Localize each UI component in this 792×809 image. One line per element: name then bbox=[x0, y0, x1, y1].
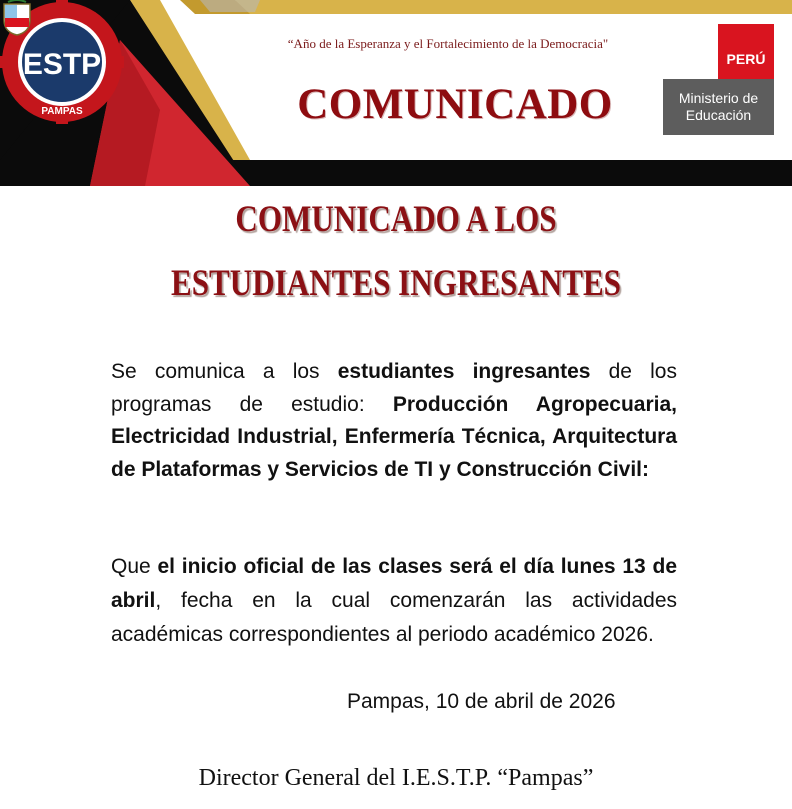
paragraph1-bold-2: Producción Agropecuaria, Electricidad Industrial, Enfermería Técnica, Arquitectura de Plataformas y Servicios de TI y Construcción Civil: bbox=[111, 392, 677, 481]
main-title-line-2: ESTUDIANTES INGRESANTES bbox=[171, 263, 621, 304]
peru-coat-of-arms-icon bbox=[0, 0, 34, 36]
date-line: Pampas, 10 de abril de 2026 bbox=[347, 690, 616, 713]
paragraph2-bold-1: el inicio oficial de las clases será el día lunes 13 de abril bbox=[111, 555, 678, 612]
ministry-line-2: Educación bbox=[685, 107, 752, 123]
paragraph2-text-2: , fecha en la cual comenzarán las actividades académicas correspondientes al periodo académico 2026. bbox=[111, 589, 677, 646]
peru-flag bbox=[718, 24, 774, 80]
ministry-line-1: Ministerio de bbox=[678, 90, 759, 106]
logo-bottom-text: PAMPAS bbox=[41, 106, 83, 117]
ministry-label-box bbox=[663, 79, 774, 135]
header-title: COMUNICADO bbox=[297, 81, 613, 128]
year-motto: “Año de la Esperanza y el Fortalecimiento de la Democracia" bbox=[287, 36, 609, 51]
paragraph2-text-1: Que bbox=[111, 555, 158, 578]
paragraph1-bold-1: estudiantes ingresantes bbox=[337, 360, 591, 383]
signature-line: Director General del I.E.S.T.P. “Pampas” bbox=[198, 765, 594, 791]
header-banner bbox=[0, 0, 792, 186]
paragraph-programs bbox=[111, 356, 677, 486]
peru-label: PERÚ bbox=[726, 51, 766, 67]
logo-text: ESTP bbox=[22, 48, 102, 81]
paragraph1-text-2: de los programas de estudio: bbox=[111, 360, 677, 416]
paragraph-start-date bbox=[111, 550, 677, 652]
paragraph1-text-1: Se comunica a los bbox=[111, 360, 338, 383]
main-title-line-1: COMUNICADO A LOS bbox=[235, 199, 557, 240]
